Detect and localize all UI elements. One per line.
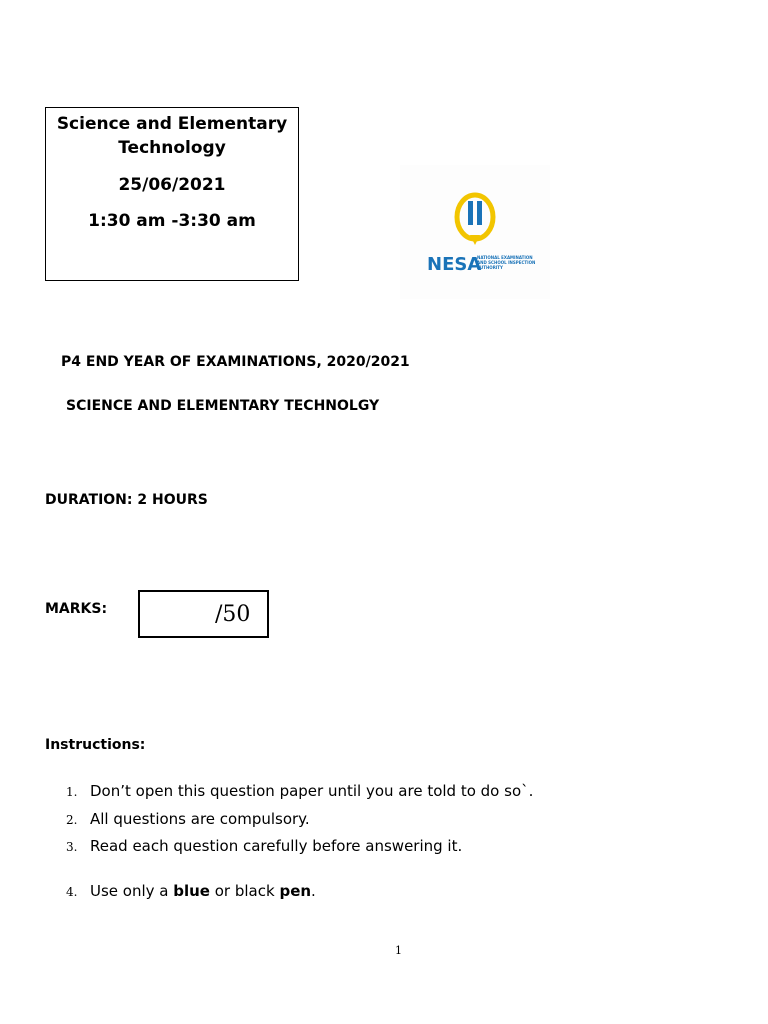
logo-subtitle-line-1: NATIONAL EXAMINATION bbox=[477, 255, 533, 260]
instruction-item bbox=[66, 882, 316, 900]
instruction-text-bold-blue: blue bbox=[173, 882, 210, 900]
subject-title: Science and Elementary Technology bbox=[56, 114, 288, 158]
exam-date: 25/06/2021 bbox=[118, 175, 226, 195]
instruction-item bbox=[66, 810, 310, 828]
instruction-text-bold-pen: pen bbox=[279, 882, 312, 900]
instruction-text: Don’t open this question paper until you are told to do so`. bbox=[90, 782, 534, 800]
logo-subtitle-line-2: AND SCHOOL INSPECTION bbox=[477, 260, 536, 265]
marks-total: /50 bbox=[215, 602, 251, 627]
marks-label: MARKS: bbox=[45, 601, 108, 617]
instruction-item bbox=[66, 837, 462, 855]
instructions-label: Instructions: bbox=[45, 737, 146, 753]
instruction-item bbox=[66, 782, 533, 800]
instruction-number: 4. bbox=[66, 885, 78, 899]
instruction-text: All questions are compulsory. bbox=[90, 810, 310, 828]
nesa-logo bbox=[400, 165, 550, 299]
marks-box bbox=[138, 590, 269, 638]
exam-title: P4 END YEAR OF EXAMINATIONS, 2020/2021 bbox=[61, 354, 410, 370]
subject-box bbox=[45, 107, 299, 281]
logo-wordmark: NESA bbox=[427, 254, 482, 275]
instruction-number: 2. bbox=[66, 813, 78, 827]
instruction-number: 3. bbox=[66, 840, 78, 854]
logo-subtitle-line-3: AUTHORITY bbox=[477, 265, 503, 270]
instruction-text: Read each question carefully before answering it. bbox=[90, 837, 463, 855]
exam-duration: DURATION: 2 HOURS bbox=[45, 492, 208, 508]
instruction-text-pre: Use only a bbox=[90, 882, 174, 900]
instruction-number: 1. bbox=[66, 785, 78, 799]
instruction-text-post: . bbox=[311, 882, 316, 900]
exam-subject: SCIENCE AND ELEMENTARY TECHNOLGY bbox=[66, 398, 380, 414]
page-number: 1 bbox=[395, 944, 402, 957]
nesa-logo-icon bbox=[400, 165, 550, 299]
exam-time: 1:30 am -3:30 am bbox=[88, 211, 256, 231]
instruction-text-mid: or black bbox=[209, 882, 280, 900]
